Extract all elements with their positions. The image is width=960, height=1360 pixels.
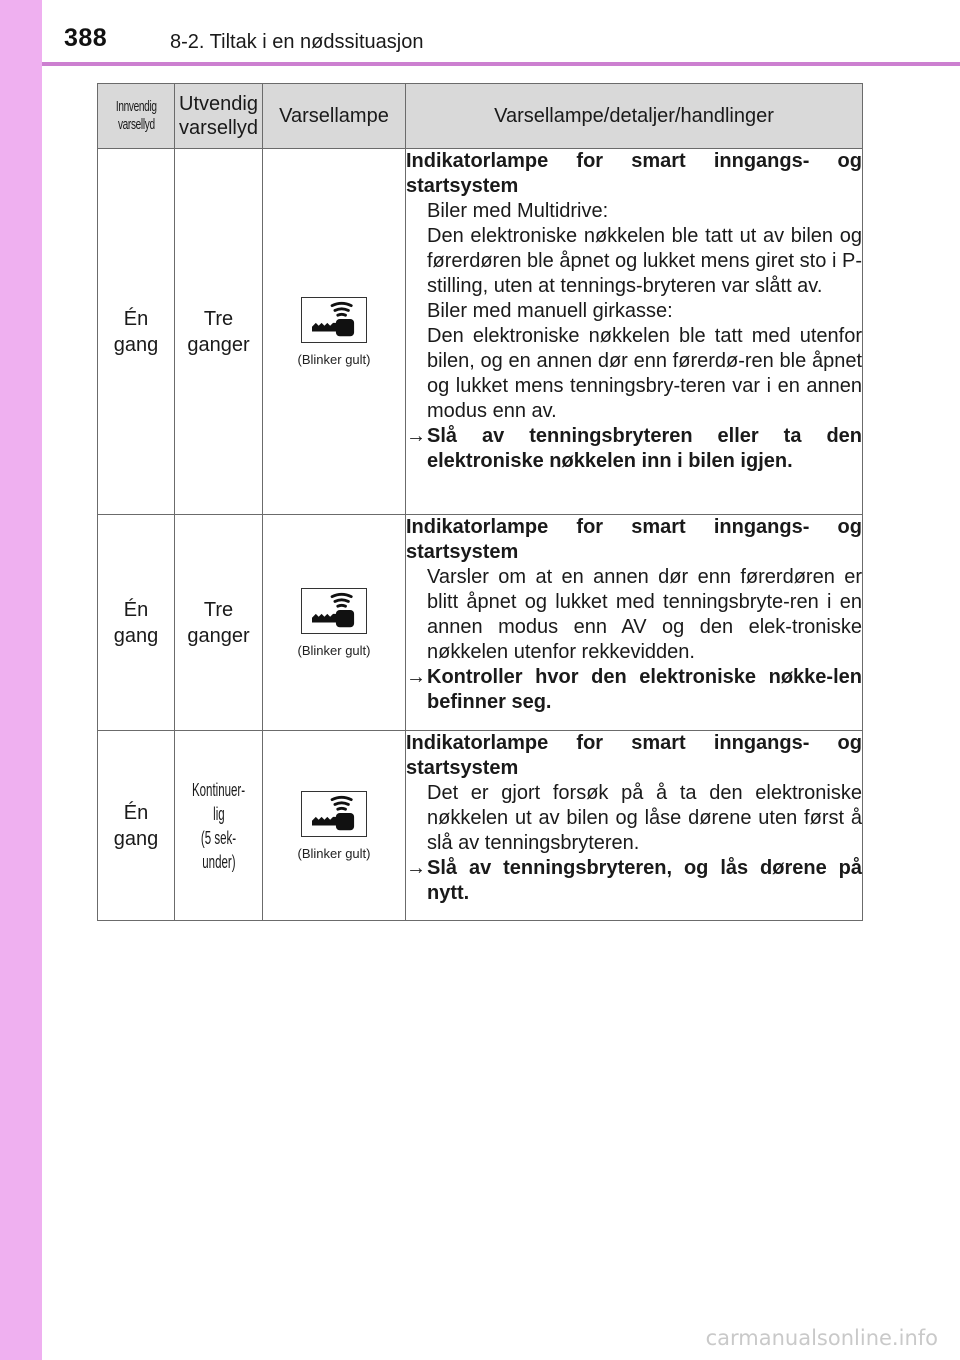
arrow-right-icon: → <box>406 857 426 879</box>
details-cell <box>406 731 863 921</box>
detail-action <box>406 856 862 906</box>
col-header-warning-lamp: Varsellampe <box>263 84 406 149</box>
lamp-caption: (Blinker gult) <box>297 845 371 861</box>
details-cell <box>406 149 863 515</box>
header-rule <box>42 62 960 66</box>
exterior-sound-cell: Kontinuer- lig (5 sek- under) <box>175 731 263 921</box>
exterior-sound-cell: Tre ganger <box>175 149 263 515</box>
detail-action <box>406 665 862 715</box>
table-row <box>98 149 863 515</box>
warning-lamp-cell <box>263 731 406 921</box>
detail-line: Den elektroniske nøkkelen ble tatt med utenfor bilen, og en annen dør enn førerdø-ren ble åpnet og lukket mens tenningsbry-teren var i en annen modus enn av. <box>427 325 862 422</box>
side-color-strip <box>0 0 42 1360</box>
warning-lamp-cell <box>263 515 406 731</box>
arrow-right-icon: → <box>406 425 426 447</box>
detail-line: Den elektroniske nøkkelen ble tatt ut av bilen og førerdøren ble åpnet og lukket mens giret sto i P-stilling, uten at tennings-bryteren var slått av. <box>427 225 862 297</box>
section-title: 8-2. Tiltak i en nødssituasjon <box>170 31 424 53</box>
action-text: Slå av tenningsbryteren eller ta den elektroniske nøkkelen inn i bilen igjen. <box>427 425 862 472</box>
detail-action <box>406 424 862 474</box>
exterior-sound-cell: Tre ganger <box>175 515 263 731</box>
warning-table <box>97 83 863 921</box>
interior-sound-cell: Én gang <box>98 731 175 921</box>
detail-line: Det er gjort forsøk på å ta den elektroniske nøkkelen ut av bilen og låse dørene uten først å slå av tenningsbryteren. <box>427 782 862 854</box>
interior-sound-cell: Én gang <box>98 515 175 731</box>
detail-title: Indikatorlampe for smart inngangs- og startsystem <box>406 516 862 563</box>
table-row <box>98 515 863 731</box>
table-row <box>98 731 863 921</box>
table-header-row <box>98 84 863 149</box>
warning-lamp-cell <box>263 149 406 515</box>
detail-title: Indikatorlampe for smart inngangs- og startsystem <box>406 732 862 779</box>
col-header-interior-sound: Innvendig varsellyd <box>98 84 175 149</box>
arrow-right-icon: → <box>406 666 426 688</box>
watermark: carmanualsonline.info <box>705 1326 938 1350</box>
col-header-exterior-sound: Utvendig varsellyd <box>175 84 263 149</box>
details-cell <box>406 515 863 731</box>
action-text: Slå av tenningsbryteren, og lås dørene på nytt. <box>427 857 862 904</box>
col-header-details: Varsellampe/detaljer/handlinger <box>406 84 863 149</box>
lamp-caption: (Blinker gult) <box>297 642 371 658</box>
detail-line: Biler med Multidrive: <box>427 200 609 222</box>
smart-key-indicator-icon <box>301 791 367 837</box>
interior-sound-cell: Én gang <box>98 149 175 515</box>
detail-line: Varsler om at en annen dør enn førerdøren er blitt åpnet og lukket med tenningsbryte-ren i en annen modus enn AV og den elek-troniske nøkkelen utenfor rekkevidden. <box>427 566 862 663</box>
lamp-caption: (Blinker gult) <box>297 351 371 367</box>
smart-key-indicator-icon <box>301 588 367 634</box>
detail-title: Indikatorlampe for smart inngangs- og startsystem <box>406 150 862 197</box>
smart-key-indicator-icon <box>301 297 367 343</box>
page-number: 388 <box>64 24 108 52</box>
detail-line: Biler med manuell girkasse: <box>427 300 673 322</box>
action-text: Kontroller hvor den elektroniske nøkke-len befinner seg. <box>427 666 862 713</box>
